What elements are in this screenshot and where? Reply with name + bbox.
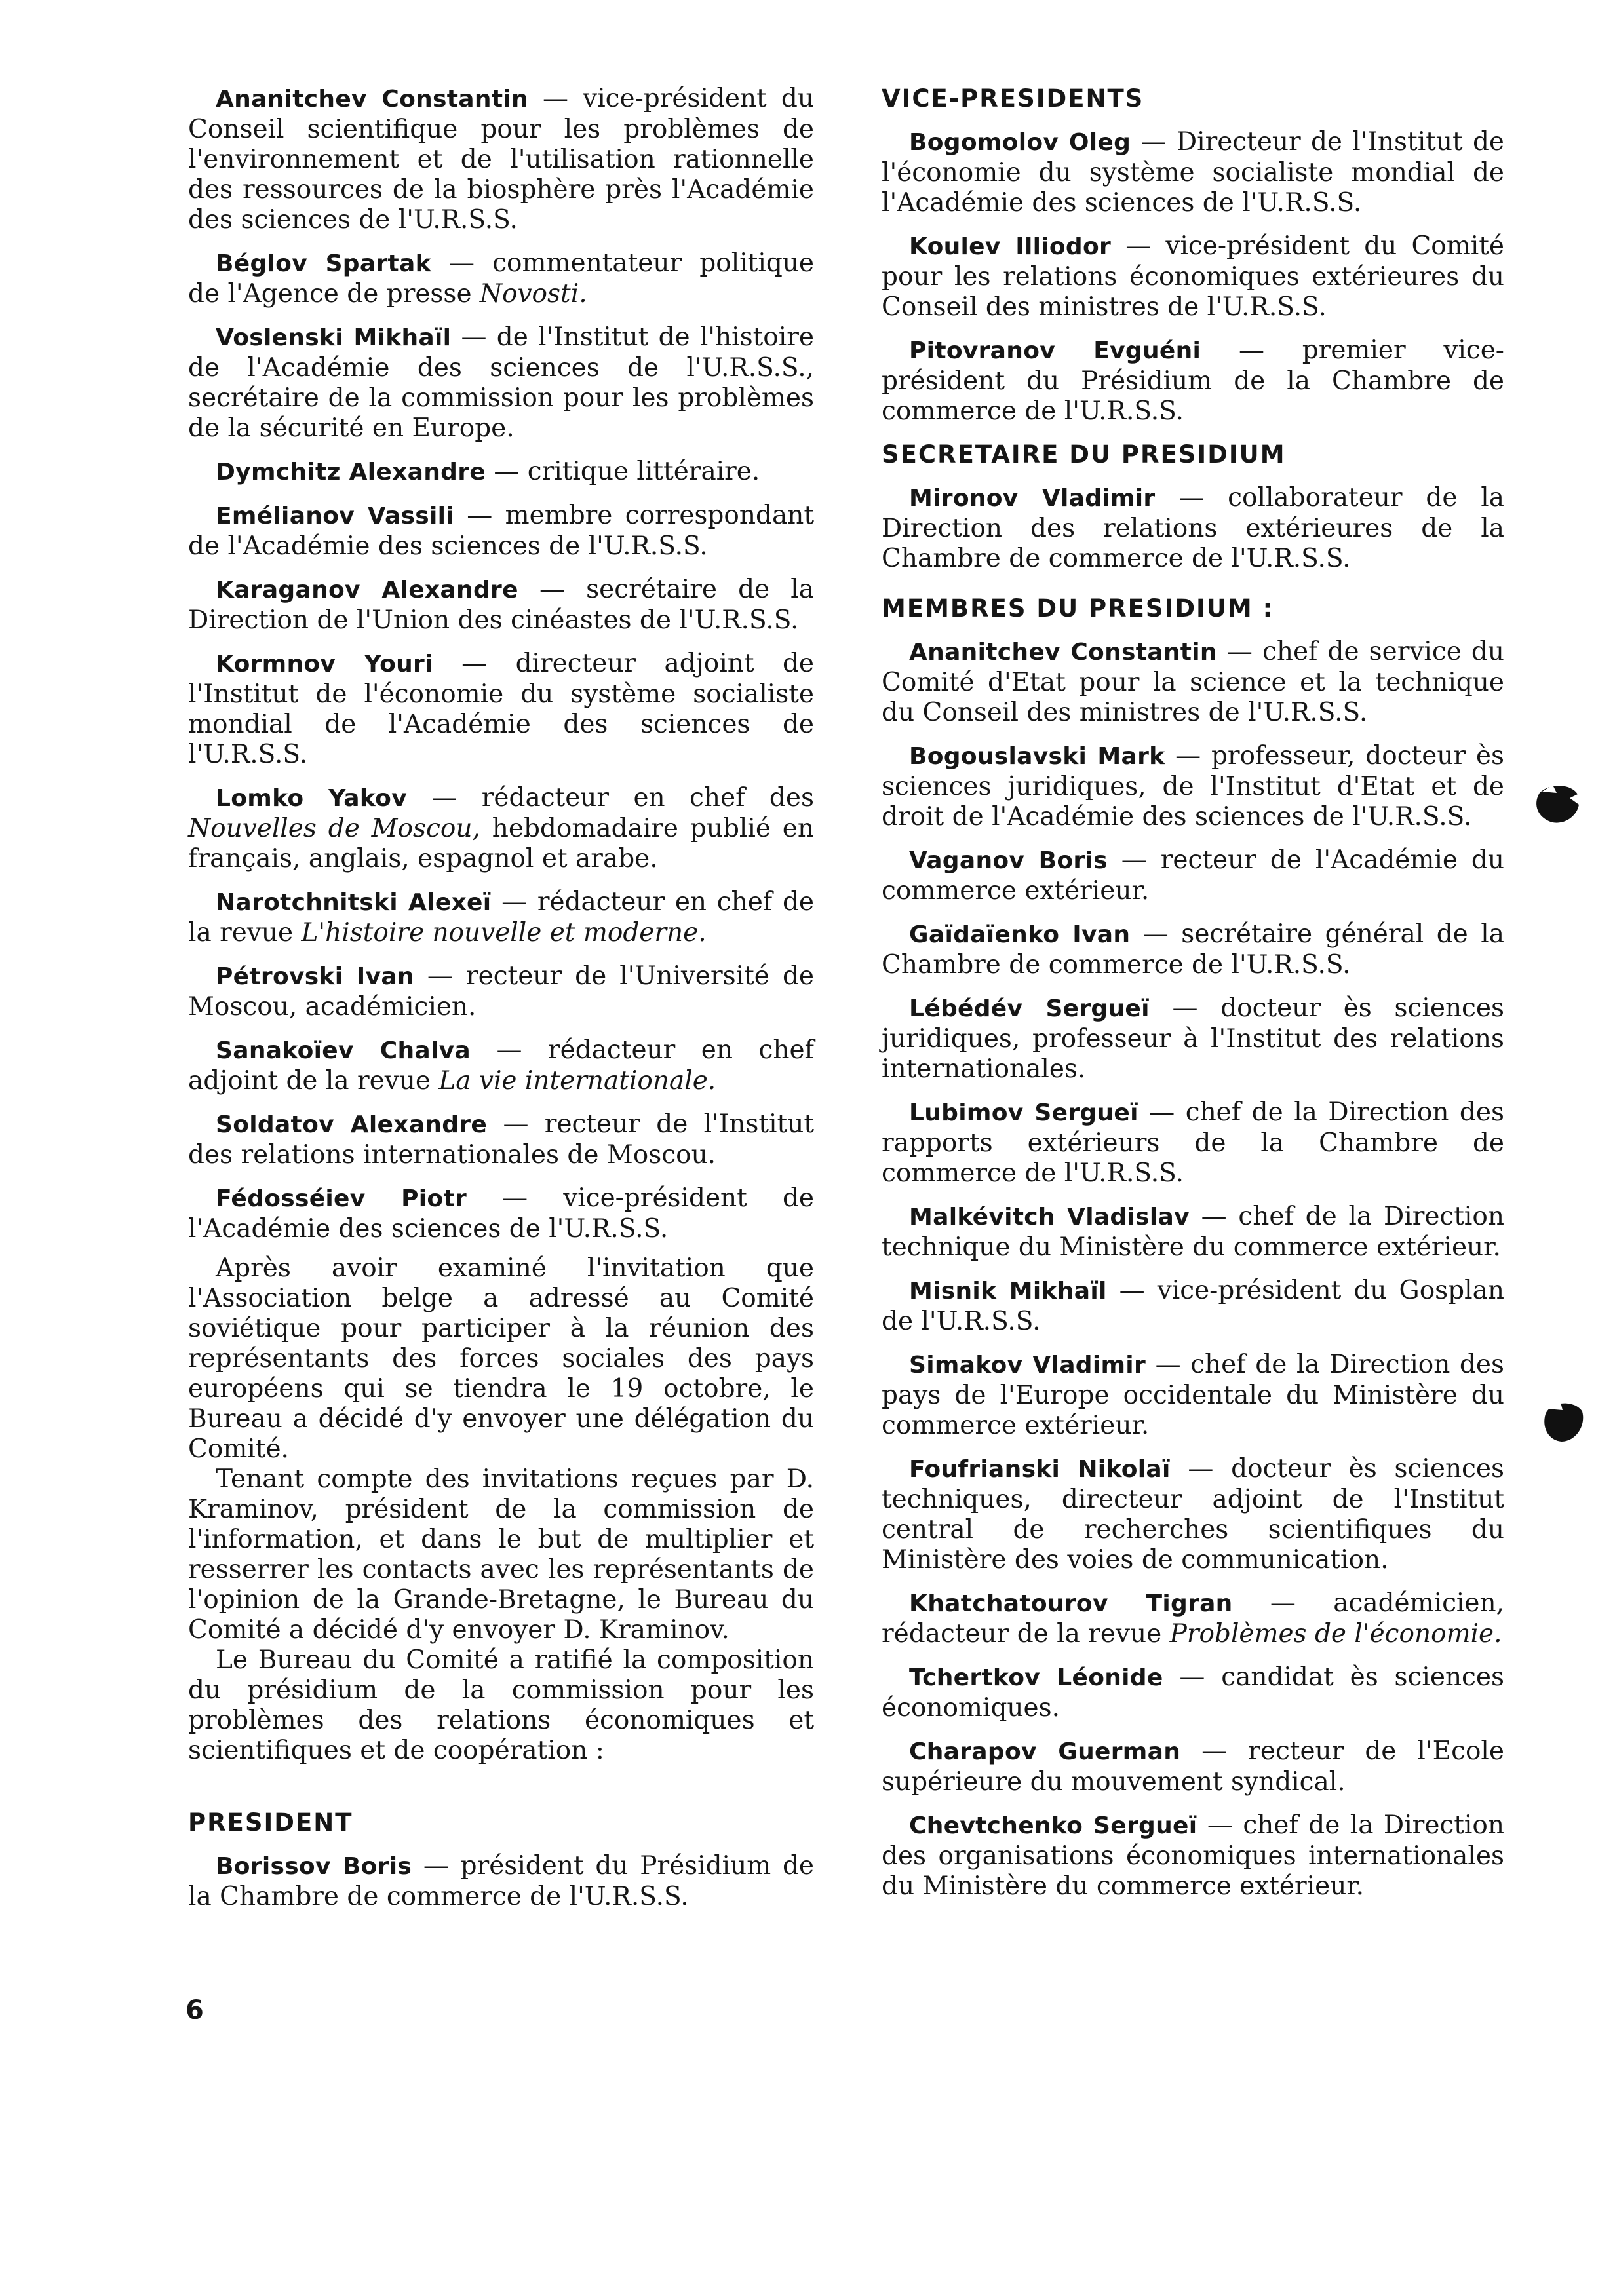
member-entry bbox=[882, 1810, 1504, 1902]
body-paragraph: Tenant compte des invitations reçues par D. Kraminov, président de la commission de l'information, et dans le but de multiplier et resserrer les contacts avec les représentants de l'opinion de la Grande-Bretagne, le Bureau du Comité a décidé d'y envoyer D. Kraminov. bbox=[188, 1464, 814, 1645]
member-description: — secrétaire de la Direction de l'Union des cinéastes de l'U.R.S.S. bbox=[188, 575, 815, 635]
member-entry bbox=[882, 1662, 1504, 1723]
left-column bbox=[188, 84, 814, 1925]
member-name: Dymchitz Alexandre bbox=[216, 459, 486, 486]
member-description: — candidat ès sciences économiques. bbox=[882, 1662, 1504, 1723]
member-name: Kormnov Youri bbox=[216, 651, 433, 678]
member-name: Vaganov Boris bbox=[909, 847, 1108, 874]
member-description: — vice-président du Conseil scientifique pour les problèmes de l'environnement et de l'utilisation rationnelle des ressources de la biosphère près l'Académie des sciences de l'U.R.S.S. bbox=[188, 84, 814, 235]
member-entry bbox=[882, 1588, 1504, 1649]
member-name: Lébédév Sergueï bbox=[909, 995, 1150, 1022]
member-description: — chef de la Direction technique du Ministère du commerce extérieur. bbox=[882, 1202, 1505, 1262]
member-description: — recteur de l'Institut des relations internationales de Moscou. bbox=[188, 1109, 814, 1170]
member-entry bbox=[882, 1276, 1504, 1337]
member-name: Malkévitch Vladislav bbox=[909, 1204, 1190, 1231]
member-name: Gaïdaïenko Ivan bbox=[909, 921, 1131, 948]
member-description: — recteur de l'Ecole supérieure du mouvement syndical. bbox=[882, 1736, 1504, 1797]
section-heading-vice-presidents: VICE-PRESIDENTS bbox=[882, 85, 1144, 113]
member-entry bbox=[188, 501, 814, 562]
member-name: Mironov Vladimir bbox=[909, 485, 1156, 512]
member-entry bbox=[188, 649, 814, 770]
member-description: — secrétaire général de la Chambre de commerce de l'U.R.S.S. bbox=[882, 919, 1504, 980]
member-description: — chef de service du Comité d'Etat pour la science et la technique du Conseil des ministres de l'U.R.S.S. bbox=[882, 637, 1504, 727]
member-description: — membre correspondant de l'Académie des sciences de l'U.R.S.S. bbox=[188, 501, 814, 561]
member-entry bbox=[188, 84, 814, 235]
member-name: Bogouslavski Mark bbox=[909, 743, 1165, 770]
member-entry bbox=[882, 231, 1504, 322]
member-description: — docteur ès sciences techniques, directeur adjoint de l'Institut central de recherches scientifiques du Ministère des voies de communication. bbox=[882, 1454, 1504, 1575]
member-description: — académicien, rédacteur de la revue bbox=[882, 1588, 1504, 1649]
member-name: Sanakoïev Chalva bbox=[216, 1037, 471, 1064]
member-name: Ananitchev Constantin bbox=[909, 639, 1217, 666]
member-description: — docteur ès sciences juridiques, professeur à l'Institut des relations internationales. bbox=[882, 993, 1504, 1084]
member-description: — recteur de l'Université de Moscou, académicien. bbox=[188, 961, 814, 1022]
member-entry bbox=[188, 457, 814, 488]
member-name: Koulev Illiodor bbox=[909, 233, 1112, 260]
member-entry bbox=[882, 845, 1504, 906]
member-description: — chef de la Direction des organisations économiques internationales du Ministère du commerce extérieur. bbox=[882, 1810, 1504, 1901]
member-description-cont: hebdomadaire publié en français, anglais, espagnol et arabe. bbox=[188, 814, 815, 873]
member-name: Narotchnitski Alexeï bbox=[216, 889, 492, 916]
member-description: — Directeur de l'Institut de l'économie du système socialiste mondial de l'Académie des sciences de l'U.R.S.S. bbox=[882, 127, 1504, 218]
member-name: Emélianov Vassili bbox=[216, 503, 454, 529]
member-name: Pétrovski Ivan bbox=[216, 963, 414, 990]
member-description: — vice-président du Comité pour les relations économiques extérieures du Conseil des ministres de l'U.R.S.S. bbox=[882, 231, 1504, 322]
member-description: — président du Présidium de la Chambre de commerce de l'U.R.S.S. bbox=[188, 1851, 814, 1911]
member-description: — rédacteur en chef adjoint de la revue bbox=[188, 1035, 814, 1096]
publication-title: L'histoire nouvelle et moderne. bbox=[301, 918, 707, 947]
section-heading-secretaire: SECRETAIRE DU PRESIDIUM bbox=[882, 440, 1286, 469]
section-heading-president: PRESIDENT bbox=[188, 1808, 353, 1837]
member-entry bbox=[882, 993, 1504, 1084]
member-entry bbox=[882, 335, 1504, 427]
member-description: — vice-président de l'Académie des sciences de l'U.R.S.S. bbox=[188, 1183, 814, 1244]
member-entry bbox=[188, 322, 814, 444]
member-entry bbox=[882, 127, 1504, 218]
member-description: — rédacteur en chef des bbox=[406, 783, 814, 813]
member-entry bbox=[882, 1454, 1504, 1575]
member-entry bbox=[188, 961, 814, 1022]
member-entry bbox=[188, 248, 814, 309]
member-entry bbox=[882, 1098, 1504, 1189]
member-name: Karaganov Alexandre bbox=[216, 577, 518, 603]
member-entry bbox=[882, 1736, 1504, 1797]
member-name: Khatchatourov Tigran bbox=[909, 1590, 1233, 1617]
section-heading-membres: MEMBRES DU PRESIDIUM : bbox=[882, 594, 1274, 622]
member-description: — chef de la Direction des pays de l'Europe occidentale du Ministère du commerce extérieur. bbox=[882, 1350, 1504, 1440]
member-description: — directeur adjoint de l'Institut de l'économie du système socialiste mondial de l'Académie des sciences de l'U.R.S.S. bbox=[188, 649, 815, 769]
member-name: Ananitchev Constantin bbox=[216, 86, 528, 113]
publication-title: La vie internationale. bbox=[438, 1066, 716, 1096]
member-entry bbox=[188, 1851, 814, 1912]
member-entry bbox=[188, 1035, 814, 1096]
member-description: — critique littéraire. bbox=[485, 457, 760, 486]
member-description: — de l'Institut de l'histoire de l'Académie des sciences de l'U.R.S.S., secrétaire de la commission pour les problèmes de la sécurité en Europe. bbox=[188, 322, 814, 443]
member-description: — professeur, docteur ès sciences juridiques, de l'Institut d'Etat et de droit de l'Académie des sciences de l'U.R.S.S. bbox=[882, 741, 1504, 832]
body-paragraph: Après avoir examiné l'invitation que l'Association belge a adressé au Comité soviétique pour participer à la réunion des représentants des forces sociales des pays européens qui se tiendra le 19 octobre, le Bureau a décidé d'y envoyer une délégation du Comité. bbox=[188, 1253, 814, 1464]
member-description: — commentateur politique de l'Agence de presse bbox=[188, 248, 814, 309]
member-entry bbox=[882, 919, 1504, 980]
right-column bbox=[882, 84, 1504, 1915]
member-name: Charapov Guerman bbox=[909, 1738, 1181, 1765]
member-description: — premier vice-président du Présidium de la Chambre de commerce de l'U.R.S.S. bbox=[882, 335, 1504, 426]
member-name: Voslenski Mikhaïl bbox=[216, 324, 452, 351]
member-description: — vice-président du Gosplan de l'U.R.S.S. bbox=[882, 1276, 1504, 1336]
punch-hole-mark-icon bbox=[1530, 778, 1583, 831]
member-name: Soldatov Alexandre bbox=[216, 1111, 488, 1138]
member-name: Béglov Spartak bbox=[216, 250, 431, 277]
publication-title: Nouvelles de Moscou, bbox=[188, 814, 480, 843]
member-name: Chevtchenko Sergueï bbox=[909, 1812, 1197, 1839]
member-description: — chef de la Direction des rapports extérieurs de la Chambre de commerce de l'U.R.S.S. bbox=[882, 1098, 1504, 1188]
punch-hole-mark-icon bbox=[1540, 1397, 1586, 1444]
member-entry bbox=[188, 887, 814, 948]
body-paragraph: Le Bureau du Comité a ratifié la composition du présidium de la commission pour les problèmes des relations économiques et scientifiques et de coopération : bbox=[188, 1645, 814, 1765]
publication-title: Problèmes de l'économie. bbox=[1169, 1619, 1502, 1649]
member-entry bbox=[882, 483, 1504, 574]
member-name: Foufrianski Nikolaï bbox=[909, 1456, 1171, 1483]
member-name: Lomko Yakov bbox=[216, 785, 407, 812]
member-name: Simakov Vladimir bbox=[909, 1352, 1146, 1379]
member-entry bbox=[188, 1109, 814, 1170]
member-name: Misnik Mikhaïl bbox=[909, 1278, 1107, 1305]
member-name: Lubimov Sergueï bbox=[909, 1100, 1138, 1126]
member-description: — collaborateur de la Direction des relations extérieures de la Chambre de commerce de l'U.R.S.S. bbox=[882, 483, 1504, 573]
publication-title: Novosti. bbox=[479, 279, 587, 309]
member-entry bbox=[882, 1202, 1504, 1263]
member-entry bbox=[188, 783, 814, 874]
member-entry bbox=[188, 1183, 814, 1244]
member-name: Fédosséiev Piotr bbox=[216, 1185, 467, 1212]
member-name: Tchertkov Léonide bbox=[909, 1664, 1163, 1691]
member-description: — recteur de l'Académie du commerce extérieur. bbox=[882, 845, 1504, 906]
member-entry bbox=[882, 637, 1504, 728]
member-entry bbox=[882, 1350, 1504, 1441]
member-name: Bogomolov Oleg bbox=[909, 129, 1131, 156]
member-name: Pitovranov Evguéni bbox=[909, 337, 1201, 364]
member-name: Borissov Boris bbox=[216, 1853, 412, 1880]
member-entry bbox=[882, 741, 1504, 832]
page-number: 6 bbox=[185, 1995, 204, 2025]
member-entry bbox=[188, 575, 814, 636]
member-description: — rédacteur en chef de la revue bbox=[188, 887, 814, 947]
